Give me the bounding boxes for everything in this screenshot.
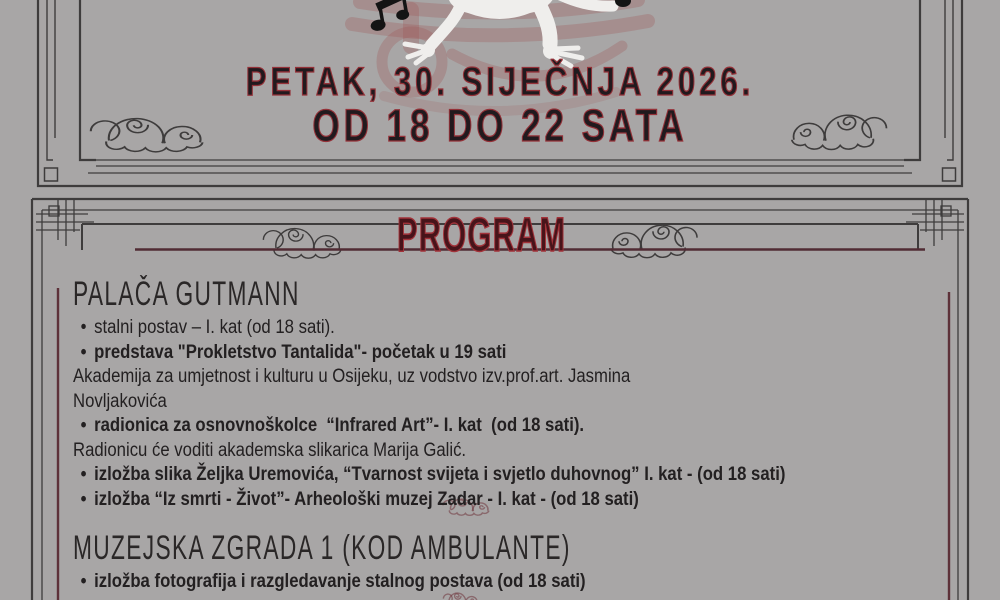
program-item-text: Akademija za umjetnost i kulturu u Osijeku, uz vodstvo izv.prof.art. Jasmina bbox=[73, 366, 631, 387]
bullet-icon: • bbox=[80, 415, 87, 436]
section-heading: PALAČA GUTMANN bbox=[73, 275, 300, 313]
program-note bbox=[73, 365, 920, 390]
cloud-ornament-program-right bbox=[611, 225, 697, 258]
event-date: PETAK, 30. SIJEČNJA 2026. bbox=[245, 60, 755, 104]
bullet-icon: • bbox=[80, 488, 87, 510]
program-section bbox=[73, 277, 920, 512]
bullet-icon: • bbox=[80, 317, 87, 338]
program-note bbox=[73, 439, 920, 464]
program-item-text: Radionicu će voditi akademska slikarica Marija Galić. bbox=[73, 439, 467, 461]
program-item-text: radionica za osnovnoškolce “Infrared Art”- I. kat (od 18 sati). bbox=[94, 415, 585, 436]
program-note bbox=[73, 390, 920, 415]
program-item bbox=[73, 341, 920, 366]
program-item bbox=[73, 463, 920, 488]
program-content bbox=[73, 277, 920, 595]
bullet-icon: • bbox=[80, 571, 87, 592]
program-item-text: izložba fotografija i razgledavanje stalnog postava (od 18 sati) bbox=[94, 571, 586, 592]
program-item bbox=[73, 570, 920, 595]
program-section bbox=[73, 531, 920, 595]
program-item bbox=[73, 488, 920, 513]
program-title: PROGRAM bbox=[397, 209, 567, 262]
program-item-text: predstava "Prokletstvo Tantalida"- početak u 19 sati bbox=[94, 341, 507, 363]
program-item-text: stalni postav – I. kat (od 18 sati). bbox=[94, 317, 335, 338]
program-item bbox=[73, 414, 920, 439]
bullet-icon: • bbox=[80, 341, 87, 363]
cloud-ornament-program-left bbox=[263, 229, 340, 259]
event-hours: OD 18 DO 22 SATA bbox=[312, 100, 688, 151]
program-item bbox=[73, 316, 920, 341]
program-item-text: izložba slika Željka Uremovića, “Tvarnost svijeta i svjetlo duhovnog” I. kat - (od 18 sati) bbox=[94, 464, 786, 485]
program-item-text: Novljakovića bbox=[73, 390, 167, 412]
program-item-text: izložba “Iz smrti - Život”- Arheološki muzej Zadar - I. kat - (od 18 sati) bbox=[94, 488, 639, 510]
bullet-icon: • bbox=[80, 464, 87, 485]
section-heading: MUZEJSKA ZGRADA 1 (KOD AMBULANTE) bbox=[73, 529, 571, 567]
